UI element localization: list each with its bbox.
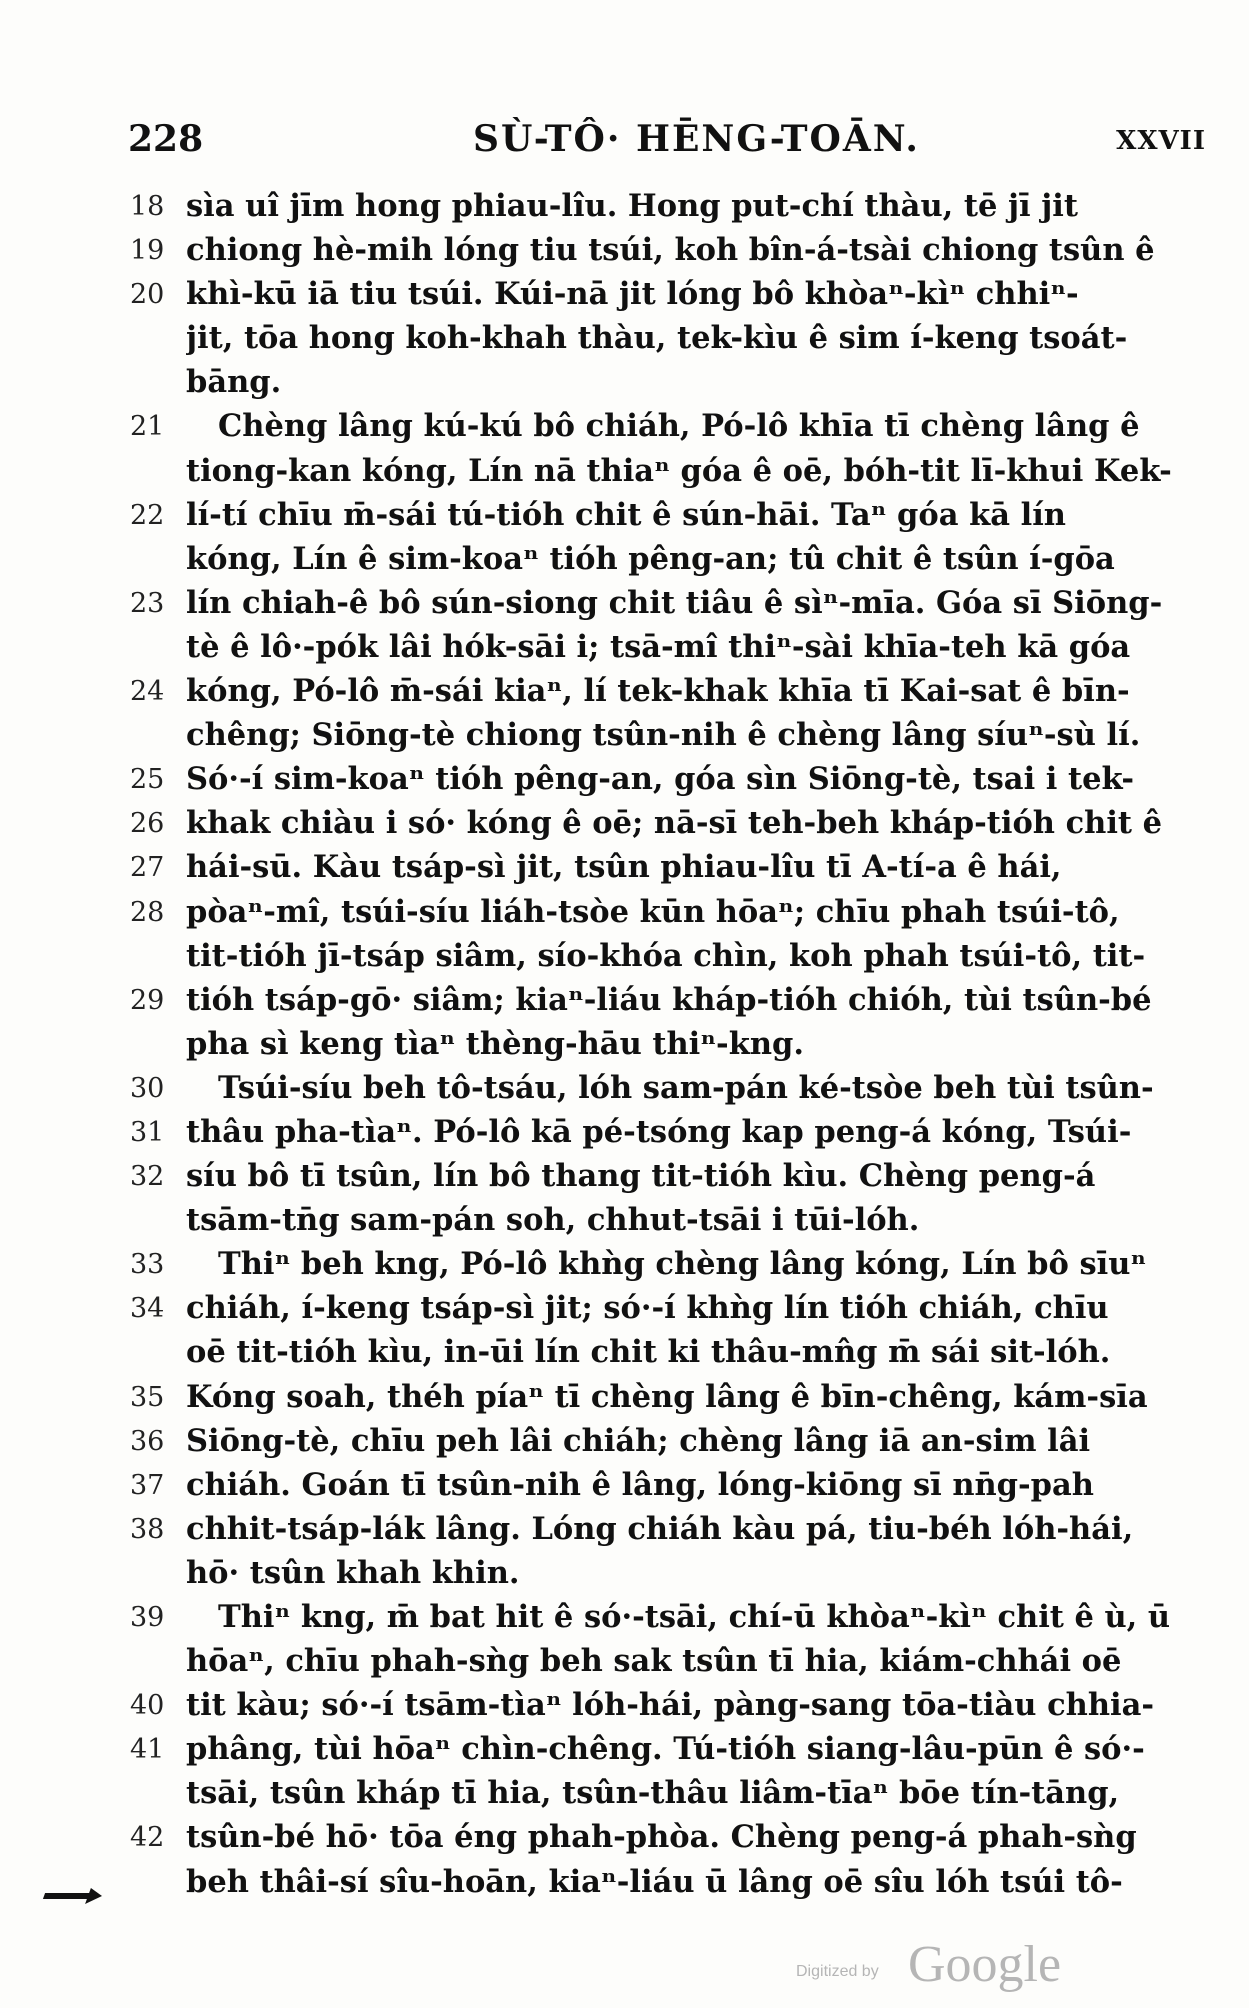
line-text: khì-kū iā tiu tsúi. Kúi-nā jit lóng bô khòaⁿ-kìⁿ chhiⁿ- — [186, 276, 1079, 313]
line-text: tióh tsáp-gō· siâm; kiaⁿ-liáu kháp-tióh chióh, tùi tsûn-bé — [186, 981, 1152, 1018]
line-text: Chèng lâng kú-kú bô chiáh, Pó-lô khīa tī chèng lâng ê — [218, 408, 1140, 445]
verse-number: 18 — [130, 191, 165, 222]
text-line — [118, 805, 1218, 849]
text-line — [118, 1379, 1218, 1423]
line-text: chiáh, í-keng tsáp-sì jit; só·-í khǹg lín tióh chiáh, chīu — [186, 1290, 1109, 1327]
line-text: tsāi, tsûn kháp tī hia, tsûn-thâu liâm-tīaⁿ bōe tín-tāng, — [186, 1775, 1120, 1812]
line-text: kóng, Pó-lô m̄-sái kiaⁿ, lí tek-khak khīa tī Kai-sat ê bīn- — [186, 673, 1130, 710]
line-text: hōaⁿ, chīu phah-sǹg beh sak tsûn tī hia, kiám-chhái oē — [186, 1643, 1122, 1680]
text-line — [118, 276, 1218, 320]
verse-number: 20 — [130, 279, 165, 311]
text-line — [118, 1246, 1218, 1290]
line-text: Tsúi-síu beh tô-tsáu, lóh sam-pán ké-tsòe beh tùi tsûn- — [218, 1069, 1154, 1106]
text-line — [118, 673, 1218, 717]
line-text: hái-sū. Kàu tsáp-sì jit, tsûn phiau-lîu tī A-tí-a ê hái, — [186, 849, 1062, 886]
text-line — [118, 1158, 1218, 1202]
line-text: lí-tí chīu m̄-sái tú-tióh chit ê sún-hāi. Taⁿ góa kā lín — [186, 496, 1066, 533]
line-text: bāng. — [186, 364, 282, 401]
line-text: pha sì keng tìaⁿ thèng-hāu thiⁿ-kng. — [186, 1025, 804, 1062]
line-text: thâu pha-tìaⁿ. Pó-lô kā pé-tsóng kap peng-á kóng, Tsúi- — [186, 1113, 1132, 1150]
text-line — [118, 1114, 1218, 1158]
text-line — [118, 1643, 1218, 1687]
text-line — [118, 1555, 1218, 1599]
text-line — [118, 1864, 1218, 1908]
text-line — [118, 497, 1218, 541]
line-text: tit kàu; só·-í tsām-tìaⁿ lóh-hái, pàng-sang tōa-tiàu chhia- — [186, 1687, 1155, 1724]
text-line — [118, 1290, 1218, 1334]
line-text: tit-tióh jī-tsáp siâm, sío-khóa chìn, koh phah tsúi-tô, tit- — [186, 937, 1146, 974]
verse-number: 27 — [130, 852, 165, 884]
page-header — [128, 118, 1206, 168]
verse-number: 39 — [130, 1602, 165, 1633]
text-line — [118, 629, 1218, 673]
chapter-number: XXVII — [1116, 126, 1206, 156]
verse-number: 38 — [130, 1513, 165, 1545]
line-text: Thiⁿ kng, m̄ bat hit ê só·-tsāi, chí-ū khòaⁿ-kìⁿ chit ê ù, ū — [218, 1599, 1171, 1635]
watermark-digitized: Digitized by — [796, 1963, 879, 1980]
text-line — [118, 1467, 1218, 1511]
verse-number: 28 — [130, 896, 165, 928]
text-line — [118, 982, 1218, 1026]
text-line — [118, 1423, 1218, 1467]
line-text: kóng, Lín ê sim-koaⁿ tióh pêng-an; tû chit ê tsûn í-gōa — [186, 540, 1115, 577]
line-text: chhit-tsáp-lák lâng. Lóng chiáh kàu pá, tiu-béh lóh-hái, — [186, 1510, 1134, 1547]
line-text: síu bô tī tsûn, lín bô thang tit-tióh kìu. Chèng peng-á — [186, 1158, 1096, 1195]
line-text: jit, tōa hong koh-khah thàu, tek-kìu ê sim í-keng tsoát- — [186, 320, 1128, 357]
verse-number: 19 — [130, 235, 165, 267]
line-text: chiong hè-mih lóng tiu tsúi, koh bîn-á-tsài chiong tsûn ê — [186, 232, 1155, 269]
line-text: Só·-í sim-koaⁿ tióh pêng-an, góa sìn Siōng-tè, tsai i tek- — [186, 761, 1135, 798]
verse-number: 32 — [130, 1161, 165, 1193]
verse-number: 30 — [130, 1072, 165, 1104]
text-line — [118, 761, 1218, 805]
text-line — [118, 717, 1218, 761]
text-line — [118, 1202, 1218, 1246]
line-text: sìa uî jīm hong phiau-lîu. Hong put-chí thàu, tē jī jit — [186, 188, 1078, 224]
verse-number: 23 — [130, 587, 165, 619]
text-line — [118, 364, 1218, 408]
text-line — [118, 408, 1218, 452]
pointing-hand-icon — [43, 1893, 91, 1899]
line-text: hō· tsûn khah khin. — [186, 1554, 520, 1591]
verse-number: 41 — [130, 1734, 165, 1766]
text-line — [118, 1070, 1218, 1114]
line-text: tè ê lô·-pók lâi hók-sāi i; tsā-mî thiⁿ-sài khīa-teh kā góa — [186, 628, 1131, 665]
verse-number: 34 — [130, 1293, 165, 1325]
line-text: khak chiàu i só· kóng ê oē; nā-sī teh-beh kháp-tióh chit ê — [186, 805, 1163, 842]
text-line — [118, 1511, 1218, 1555]
page-number: 228 — [128, 118, 204, 160]
line-text: chêng; Siōng-tè chiong tsûn-nih ê chèng lâng síuⁿ-sù lí. — [186, 717, 1141, 754]
text-line — [118, 541, 1218, 585]
line-text: Thiⁿ beh kng, Pó-lô khǹg chèng lâng kóng, Lín bô sīuⁿ — [218, 1246, 1147, 1283]
text-line — [118, 849, 1218, 893]
line-text: beh thâi-sí sîu-hoān, kiaⁿ-liáu ū lâng oē sîu lóh tsúi tô- — [186, 1863, 1123, 1900]
text-line — [118, 1334, 1218, 1378]
line-text: tiong-kan kóng, Lín nā thiaⁿ góa ê oē, bóh-tit lī-khui Kek- — [186, 452, 1172, 489]
text-line — [118, 1687, 1218, 1731]
text-line — [118, 1731, 1218, 1775]
text-line — [118, 1026, 1218, 1070]
text-line — [118, 1819, 1218, 1863]
line-text: tsām-tn̄g sam-pán soh, chhut-tsāi i tūi-lóh. — [186, 1202, 920, 1239]
verse-number: 36 — [130, 1425, 165, 1457]
verse-number: 31 — [130, 1116, 165, 1148]
verse-number: 22 — [130, 499, 165, 531]
line-text: lín chiah-ê bô sún-siong chit tiâu ê sìⁿ-mīa. Góa sī Siōng- — [186, 584, 1163, 621]
text-line — [118, 1599, 1218, 1643]
verse-number: 21 — [130, 411, 165, 443]
text-line — [118, 938, 1218, 982]
text-line — [118, 188, 1218, 232]
text-line — [118, 320, 1218, 364]
text-line — [118, 453, 1218, 497]
line-text: Siōng-tè, chīu peh lâi chiáh; chèng lâng iā an-sim lâi — [186, 1422, 1091, 1459]
verse-number: 26 — [130, 808, 165, 840]
verse-number: 25 — [130, 764, 165, 796]
verse-number: 33 — [130, 1249, 165, 1281]
verse-number: 35 — [130, 1381, 165, 1413]
line-text: chiáh. Goán tī tsûn-nih ê lâng, lóng-kiōng sī nn̄g-pah — [186, 1466, 1094, 1503]
watermark-google: Google — [908, 1936, 1062, 1993]
verse-number: 40 — [130, 1690, 165, 1722]
text-line — [118, 1775, 1218, 1819]
line-text: oē tit-tióh kìu, in-ūi lín chit ki thâu-mn̂g m̄ sái sit-lóh. — [186, 1334, 1111, 1371]
verse-number: 24 — [130, 676, 165, 708]
text-body — [118, 188, 1218, 1908]
line-text: pòaⁿ-mî, tsúi-síu liáh-tsòe kūn hōaⁿ; chīu phah tsúi-tô, — [186, 893, 1120, 930]
line-text: phâng, tùi hōaⁿ chìn-chêng. Tú-tióh siang-lâu-pūn ê só·- — [186, 1731, 1145, 1768]
verse-number: 37 — [130, 1469, 165, 1501]
verse-number: 42 — [130, 1822, 165, 1854]
running-title: SÙ-TÔ· HĒNG-TOĀN. — [473, 118, 920, 160]
text-line — [118, 894, 1218, 938]
verse-number: 29 — [130, 984, 165, 1016]
line-text: tsûn-bé hō· tōa éng phah-phòa. Chèng peng-á phah-sǹg — [186, 1819, 1137, 1856]
text-line — [118, 585, 1218, 629]
line-text: Kóng soah, théh píaⁿ tī chèng lâng ê bīn-chêng, kám-sīa — [186, 1378, 1148, 1415]
text-line — [118, 232, 1218, 276]
